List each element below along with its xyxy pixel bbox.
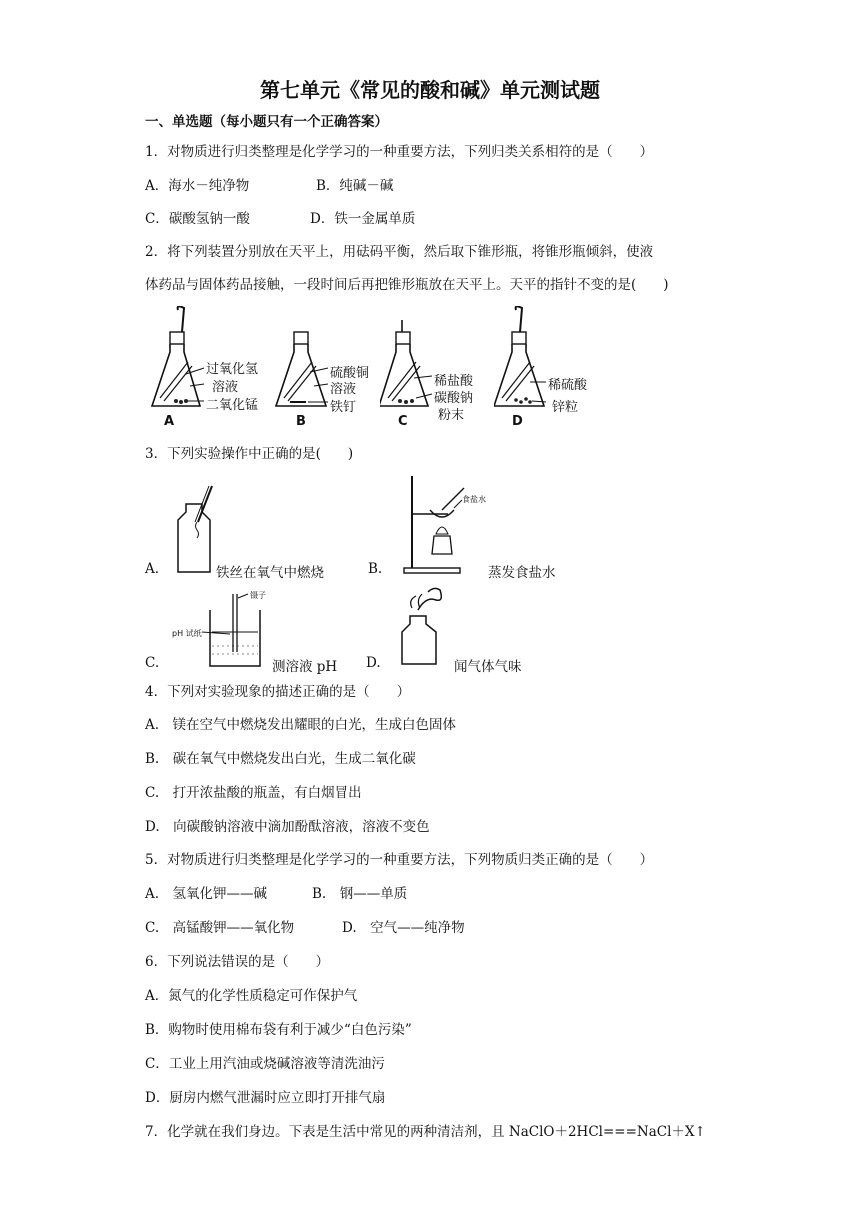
flask-b-letter: B bbox=[296, 414, 306, 429]
question-1-option-d: D．铁一金属单质 bbox=[310, 211, 416, 227]
flask-d-label-1: 稀硫酸 bbox=[548, 378, 588, 393]
question-7-stem: 7．化学就在我们身边。下表是生活中常见的两种清洁剂，且 NaClO＋2HCl===NaCl＋X↑ bbox=[145, 1124, 706, 1140]
question-3-option-a-letter: A. bbox=[145, 561, 160, 577]
flask-c-label-3: 粉末 bbox=[438, 408, 465, 423]
flask-d-drawing bbox=[494, 306, 604, 434]
page-title: 第七单元《常见的酸和碱》单元测试题 bbox=[260, 78, 600, 102]
question-5-option-d: D. 空气——纯净物 bbox=[342, 920, 465, 936]
question-3-option-c-letter: C. bbox=[145, 655, 160, 671]
flask-a-label-2: 溶液 bbox=[212, 380, 239, 395]
flask-d-label-3: 锌粒 bbox=[552, 400, 579, 415]
question-3-option-d-letter: D. bbox=[366, 655, 381, 671]
flask-a-label-3: 二氧化锰 bbox=[206, 398, 259, 413]
evaporation-drawing bbox=[402, 474, 492, 574]
section-heading: 一、单选题（每小题只有一个正确答案） bbox=[145, 114, 388, 130]
evaporation-label: 食盐水 bbox=[462, 495, 486, 504]
question-6-option-b: B．购物时使用棉布袋有利于减少“白色污染” bbox=[145, 1022, 412, 1038]
ph-paper-label: pH 试纸 bbox=[172, 629, 202, 638]
tweezers-label: 镊子 bbox=[250, 591, 266, 600]
question-4-option-b: B. 碳在氧气中燃烧发出白光，生成二氧化碳 bbox=[145, 751, 416, 767]
question-5-stem: 5．对物质进行归类整理是化学学习的一种重要方法，下列物质归类正确的是（ ） bbox=[145, 852, 654, 868]
smell-gas-figure bbox=[398, 584, 448, 668]
flask-c-label-1: 稀盐酸 bbox=[434, 374, 474, 389]
question-3-option-c-caption: 测溶液 pH bbox=[272, 659, 338, 675]
iron-wire-combustion-figure bbox=[176, 482, 216, 574]
question-3-stem: 3．下列实验操作中正确的是( ) bbox=[145, 446, 354, 462]
question-6-option-a: A．氮气的化学性质稳定可作保护气 bbox=[145, 988, 358, 1004]
question-4-option-a: A. 镁在空气中燃烧发出耀眼的白光，生成白色固体 bbox=[145, 717, 457, 733]
question-6-option-c: C．工业上用汽油或烧碱溶液等清洗油污 bbox=[145, 1056, 385, 1072]
flask-c-label-2: 碳酸钠 bbox=[434, 391, 474, 406]
question-2-stem-line2: 体药品与固体药品接触，一段时间后再把锥形瓶放在天平上。天平的指针不变的是( ) bbox=[145, 277, 669, 293]
question-4-option-d: D. 向碳酸钠溶液中滴加酚酞溶液，溶液不变色 bbox=[145, 819, 430, 835]
flask-a-label-1: 过氧化氢 bbox=[206, 362, 259, 377]
question-6-option-d: D．厨房内燃气泄漏时应立即打开排气扇 bbox=[145, 1090, 386, 1106]
question-5-option-b: B. 钢——单质 bbox=[312, 886, 408, 902]
question-2-stem-line1: 2．将下列装置分别放在天平上，用砝码平衡，然后取下锥形瓶，将锥形瓶倾斜，使液 bbox=[145, 244, 654, 260]
question-1-option-a: A．海水－纯净物 bbox=[145, 178, 250, 194]
flask-b-label-1: 硫酸铜 bbox=[330, 366, 370, 381]
question-3-option-a-caption: 铁丝在氧气中燃烧 bbox=[216, 565, 324, 581]
question-4-stem: 4．下列对实验现象的描述正确的是（ ） bbox=[145, 684, 411, 700]
flask-figure-c bbox=[380, 306, 490, 434]
evaporation-setup-figure bbox=[402, 474, 492, 574]
flask-b-label-3: 铁钉 bbox=[330, 400, 357, 415]
question-5-option-c: C. 高锰酸钾——氧化物 bbox=[145, 920, 295, 936]
question-1-stem: 1．对物质进行归类整理是化学学习的一种重要方法，下列归类关系相符的是（ ） bbox=[145, 144, 654, 160]
flask-d-letter: D bbox=[512, 414, 523, 429]
flask-a-letter: A bbox=[164, 414, 175, 429]
flask-c-letter: C bbox=[398, 414, 408, 429]
question-3-option-b-caption: 蒸发食盐水 bbox=[488, 565, 556, 581]
question-3-option-d-caption: 闻气体气味 bbox=[454, 659, 522, 675]
question-3-option-b-letter: B. bbox=[368, 561, 383, 577]
question-4-option-c: C. 打开浓盐酸的瓶盖，有白烟冒出 bbox=[145, 785, 362, 801]
ph-test-figure bbox=[172, 588, 272, 670]
flask-figure-a bbox=[148, 306, 273, 434]
flask-figure-d bbox=[494, 306, 604, 434]
flask-figure-b bbox=[274, 306, 384, 434]
question-1-option-b: B．纯碱－碱 bbox=[316, 178, 394, 194]
gas-bottle-drawing bbox=[176, 482, 216, 574]
flask-b-label-2: 溶液 bbox=[330, 382, 357, 397]
question-1-option-c: C．碳酸氢钠一酸 bbox=[145, 211, 250, 227]
question-6-stem: 6．下列说法错误的是（ ） bbox=[145, 954, 330, 970]
smell-bottle-drawing bbox=[398, 584, 448, 668]
question-5-option-a: A. 氢氧化钾——碱 bbox=[145, 886, 268, 902]
